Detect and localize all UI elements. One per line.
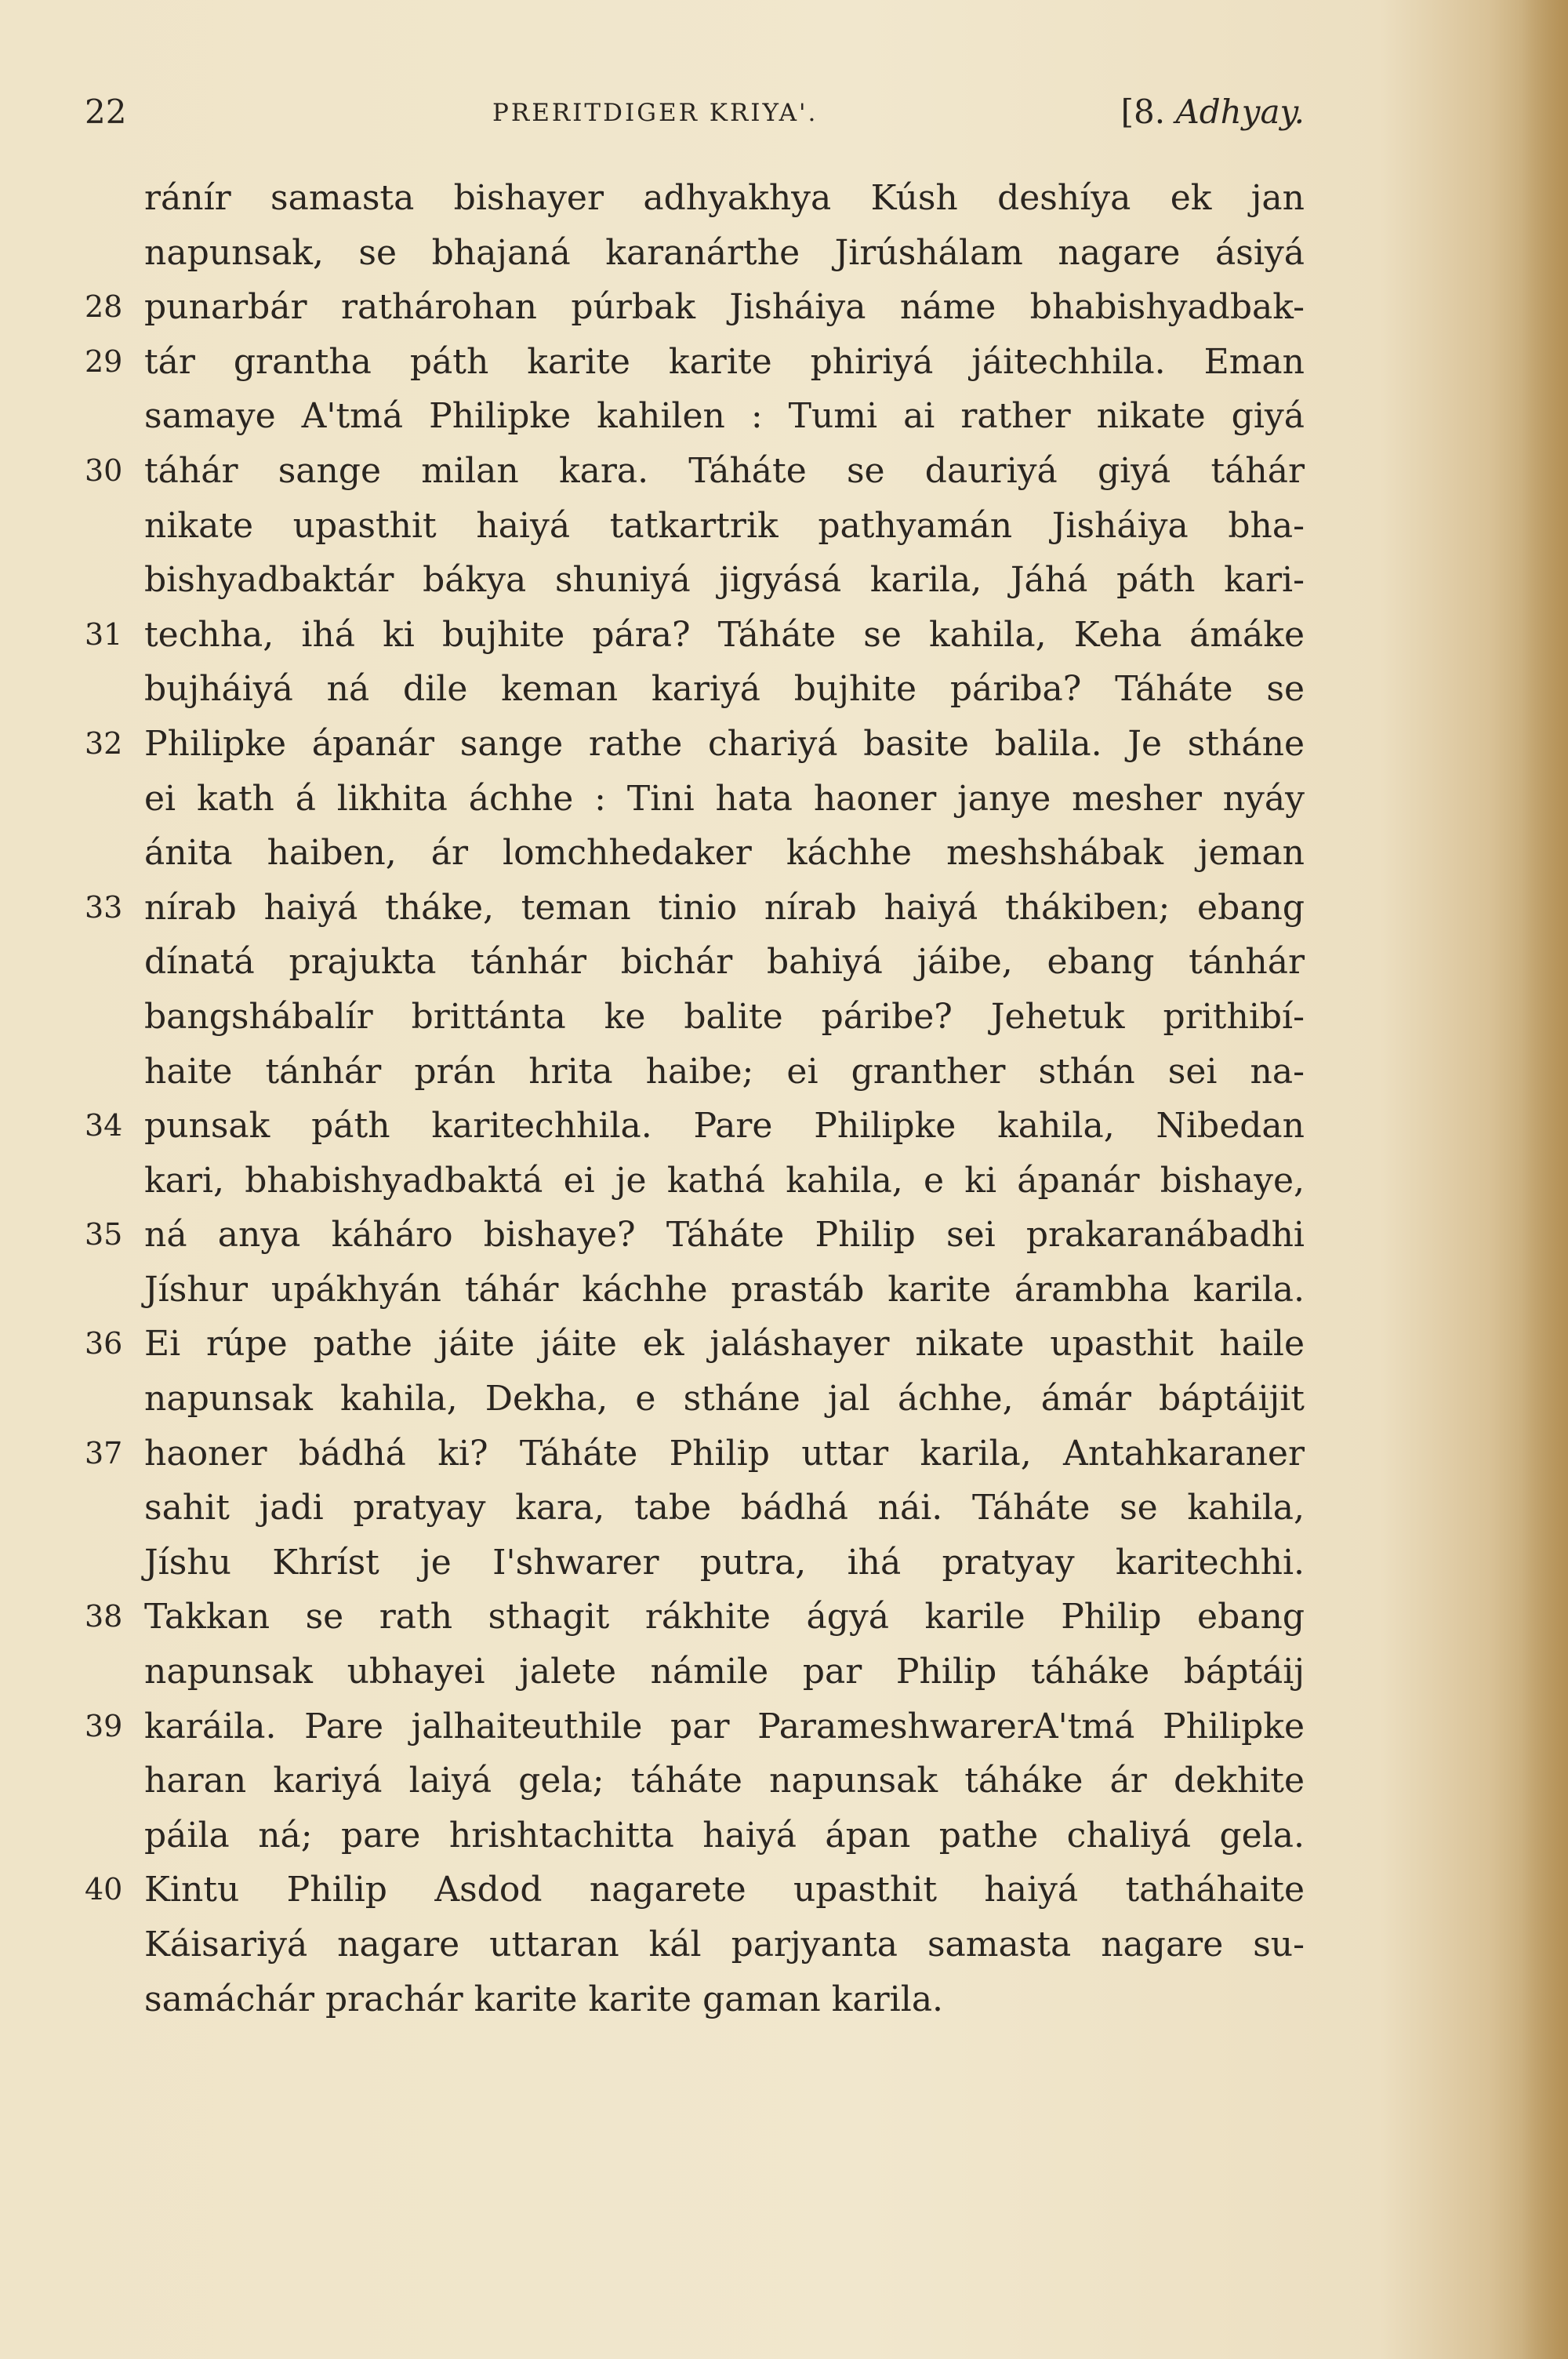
verse-number: 28 [85, 289, 123, 325]
verse-number: 39 [85, 1708, 123, 1743]
text-line [85, 935, 1305, 990]
verse-number: 32 [85, 725, 123, 761]
text-line [85, 1972, 1305, 2027]
line-text: táhár sange milan kara. Táháte se dauriyá giyá táhár [144, 450, 1305, 491]
line-text: haoner bádhá ki? Táháte Philip uttar karila, Antahkaraner [144, 1433, 1305, 1474]
line-text: ránír samasta bishayer adhyakhya Kúsh deshíya ek jan [144, 178, 1305, 218]
line-text: samáchár prachár karite karite gaman karila. [144, 1979, 944, 2019]
verse-number: 31 [85, 616, 123, 652]
line-text: dínatá prajukta tánhár bichár bahiyá jáibe, ebang tánhár [144, 942, 1305, 983]
text-line [85, 171, 1305, 226]
line-text: napunsak kahila, Dekha, e stháne jal áchhe, ámár báptáijit [144, 1379, 1305, 1419]
text-line [85, 1754, 1305, 1808]
verse-number: 29 [85, 343, 123, 379]
text-line [85, 662, 1305, 717]
text-line [85, 1045, 1305, 1100]
line-text: kari, bhabishyadbaktá ei je kathá kahila, e ki ápanár bishaye, [144, 1160, 1305, 1201]
text-line [85, 608, 1305, 663]
text-line [85, 826, 1305, 881]
text-line [85, 881, 1305, 936]
text-line [85, 444, 1305, 499]
text-line [85, 1263, 1305, 1318]
verse-number: 38 [85, 1599, 123, 1634]
text-line [85, 1645, 1305, 1699]
text-line [85, 990, 1305, 1045]
verse-number: 35 [85, 1217, 123, 1252]
text-line [85, 1317, 1305, 1372]
running-title: PRERITDIGER KRIYA'. [492, 99, 818, 127]
text-line [85, 1099, 1305, 1154]
text-line [85, 553, 1305, 608]
verse-number: 33 [85, 889, 123, 925]
text-line [85, 1863, 1305, 1917]
verse-number: 30 [85, 453, 123, 488]
line-text: samaye A'tmá Philipke kahilen : Tumi ai rather nikate giyá [144, 396, 1305, 437]
text-line [85, 1808, 1305, 1863]
text-line [85, 335, 1305, 390]
text-line [85, 280, 1305, 335]
line-text: nírab haiyá tháke, teman tinio nírab haiyá thákiben; ebang [144, 887, 1305, 928]
line-text: Jíshu Khríst je I'shwarer putra, ihá pratyay karitechhi. [144, 1542, 1305, 1583]
verse-number: 34 [85, 1108, 123, 1143]
line-text: tár grantha páth karite karite phiriyá jáitechhila. Eman [144, 341, 1305, 382]
text-line [85, 389, 1305, 444]
line-text: techha, ihá ki bujhite pára? Táháte se kahila, Keha ámáke [144, 614, 1305, 655]
line-text: ei kath á likhita áchhe : Tini hata haoner janye mesher nyáy [144, 778, 1305, 819]
line-text: Káisariyá nagare uttaran kál parjyanta samasta nagare su- [144, 1925, 1305, 1965]
line-text: karáila. Pare jalhaiteuthile par ParameshwarerA'tmá Philipke [144, 1706, 1305, 1747]
line-text: bangshábalír brittánta ke balite páribe? Jehetuk prithibí- [144, 996, 1305, 1037]
line-text: nikate upasthit haiyá tatkartrik pathyamán Jisháiya bha- [144, 505, 1305, 546]
text-line [85, 1917, 1305, 1972]
line-text: Jíshur upákhyán táhár káchhe prastáb karite árambha karila. [144, 1269, 1305, 1310]
line-text: napunsak ubhayei jalete námile par Philip táháke báptáij [144, 1652, 1305, 1692]
line-text: Ei rúpe pathe jáite jáite ek jaláshayer nikate upasthit haile [144, 1324, 1305, 1365]
text-line [85, 772, 1305, 827]
text-line [85, 1536, 1305, 1590]
line-text: ná anya káháro bishaye? Táháte Philip sei prakaranábadhi [144, 1215, 1305, 1256]
page-header [85, 93, 1305, 140]
text-line [85, 499, 1305, 554]
line-text: bujháiyá ná dile keman kariyá bujhite páriba? Táháte se [144, 669, 1305, 710]
text-line [85, 1427, 1305, 1481]
verse-number: 40 [85, 1872, 123, 1907]
line-text: haran kariyá laiyá gela; táháte napunsak táháke ár dekhite [144, 1761, 1305, 1801]
line-text: Philipke ápanár sange rathe chariyá basite balila. Je stháne [144, 723, 1305, 764]
page-number: 22 [85, 93, 127, 131]
line-text: páila ná; pare hrishtachitta haiyá ápan pathe chaliyá gela. [144, 1815, 1305, 1856]
chapter-reference [1121, 93, 1305, 131]
text-line [85, 717, 1305, 772]
chapter-word: Adhyay. [1175, 93, 1305, 131]
line-text: punarbár rathárohan púrbak Jisháiya náme bhabishyadbak- [144, 287, 1305, 328]
page-edge-shading [1521, 0, 1568, 2359]
line-text: Takkan se rath sthagit rákhite ágyá karile Philip ebang [144, 1597, 1305, 1637]
text-line [85, 1372, 1305, 1427]
line-text: ánita haiben, ár lomchhedaker káchhe meshshábak jeman [144, 833, 1305, 874]
text-line [85, 1208, 1305, 1263]
line-text: Kintu Philip Asdod nagarete upasthit haiyá tatháhaite [144, 1870, 1305, 1910]
text-line [85, 1590, 1305, 1645]
line-text: punsak páth karitechhila. Pare Philipke kahila, Nibedan [144, 1106, 1305, 1147]
text-line [85, 1154, 1305, 1209]
line-text: haite tánhár prán hrita haibe; ei granther sthán sei na- [144, 1051, 1305, 1092]
line-text: bishyadbaktár bákya shuniyá jigyásá karila, Jáhá páth kari- [144, 560, 1305, 601]
body-text [85, 171, 1305, 2026]
line-text: sahit jadi pratyay kara, tabe bádhá nái. Táháte se kahila, [144, 1488, 1305, 1528]
text-line [85, 1481, 1305, 1536]
chapter-number: [8. [1120, 93, 1176, 131]
verse-number: 37 [85, 1435, 123, 1470]
text-line [85, 1699, 1305, 1754]
line-text: napunsak, se bhajaná karanárthe Jirúshálam nagare ásiyá [144, 232, 1305, 273]
text-line [85, 226, 1305, 281]
verse-number: 36 [85, 1326, 123, 1361]
